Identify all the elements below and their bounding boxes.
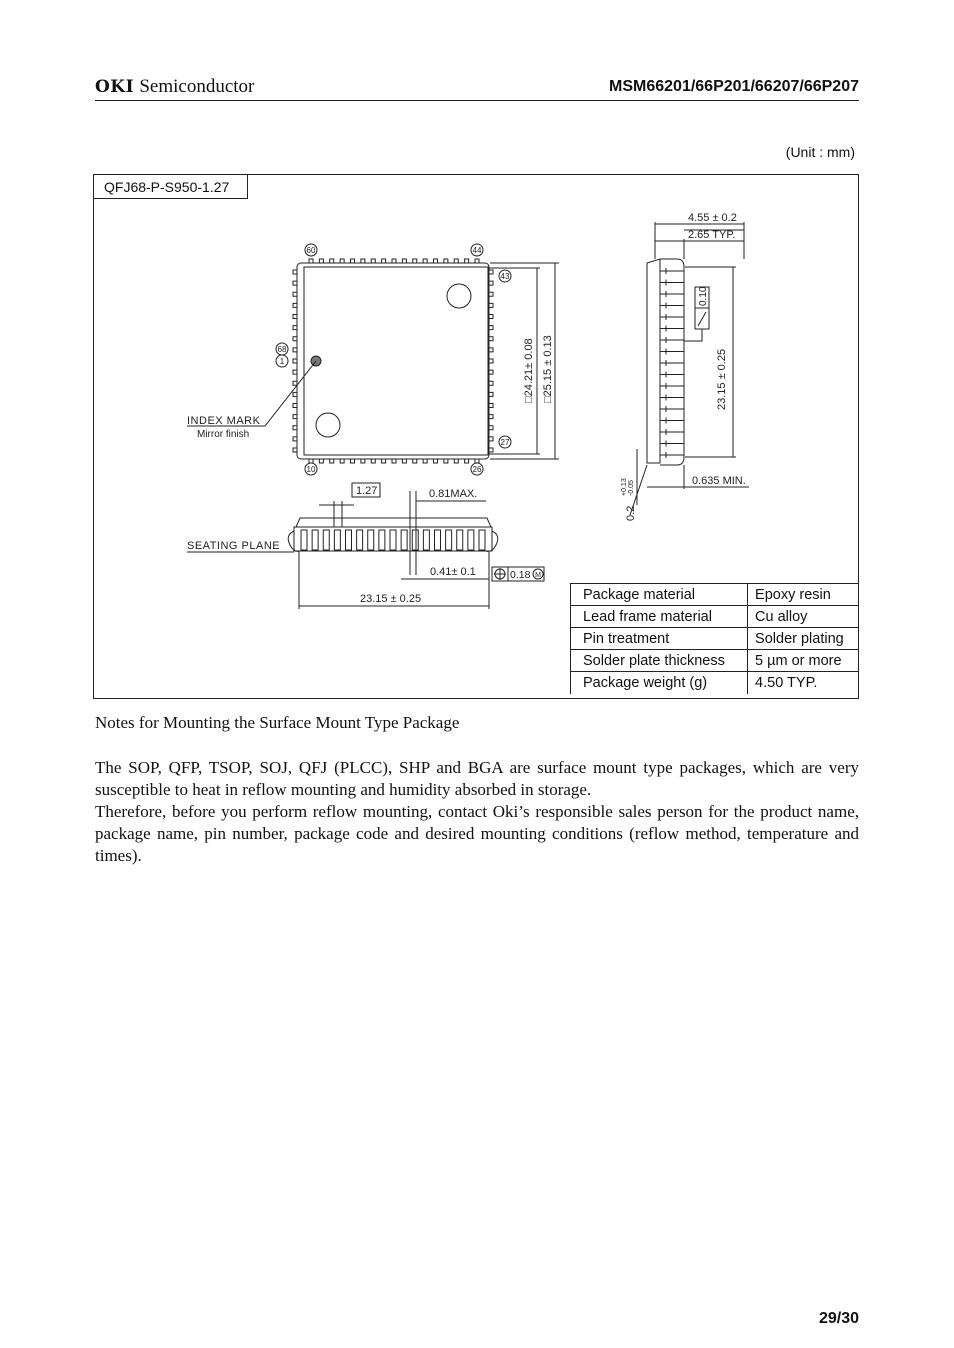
seating-plane-label: SEATING PLANE xyxy=(187,540,281,552)
pin xyxy=(293,359,297,363)
dim-4-55-label: 4.55 ± 0.2 xyxy=(688,212,737,224)
ejector-mark-top xyxy=(447,284,471,308)
spec-label: Pin treatment xyxy=(571,628,748,650)
pin xyxy=(382,259,386,263)
spec-table-body xyxy=(571,584,859,694)
pin xyxy=(371,259,375,263)
pin xyxy=(293,281,297,285)
pin xyxy=(293,292,297,296)
pin xyxy=(489,437,493,441)
dim-23-15-bottom-label: 23.15 ± 0.25 xyxy=(360,593,422,605)
spec-value: Cu alloy xyxy=(748,606,858,628)
dim-0-18-label: 0.18 xyxy=(510,569,531,581)
pin-68-label: 68 xyxy=(277,345,287,354)
pin xyxy=(402,259,406,263)
pin xyxy=(475,459,479,463)
pin xyxy=(361,259,365,263)
pin xyxy=(309,259,313,263)
pin-1-label: 1 xyxy=(279,357,285,366)
pin xyxy=(423,459,427,463)
pin xyxy=(413,459,417,463)
pin xyxy=(293,448,297,452)
mirror-finish-label: Mirror finish xyxy=(197,429,250,440)
side-leads xyxy=(660,268,684,458)
table-row xyxy=(571,584,859,606)
pin xyxy=(293,348,297,352)
pin xyxy=(293,326,297,330)
spec-label: Package material xyxy=(571,584,748,606)
pin xyxy=(351,459,355,463)
pin-43-label: 43 xyxy=(500,272,510,281)
spec-value: Epoxy resin xyxy=(748,584,858,606)
pin xyxy=(293,370,297,374)
pin xyxy=(293,392,297,396)
brand xyxy=(95,76,254,98)
pin xyxy=(293,404,297,408)
table-row xyxy=(571,628,859,650)
pin xyxy=(465,459,469,463)
dim-0-10-label: 0.10 xyxy=(698,286,709,306)
pin xyxy=(293,315,297,319)
flatness-symbol xyxy=(698,312,706,326)
dim-0-81-label: 0.81MAX. xyxy=(429,488,478,500)
front-lead xyxy=(323,530,329,550)
pin xyxy=(330,259,334,263)
front-lead xyxy=(446,530,452,550)
pin xyxy=(340,459,344,463)
pin xyxy=(489,292,493,296)
pin-10-label: 10 xyxy=(306,465,316,474)
pin xyxy=(489,448,493,452)
dim-0-41-label: 0.41± 0.1 xyxy=(430,566,476,578)
pin xyxy=(489,270,493,274)
notes-paragraph-2: Therefore, before you perform reflow mounting, contact Oki’s responsible sales person for the product name, package name, pin number, package code and desired mounting conditions (reflow method, temperature and times). xyxy=(95,802,859,865)
pin xyxy=(465,259,469,263)
table-row xyxy=(571,672,859,694)
pin xyxy=(319,459,323,463)
pin xyxy=(489,303,493,307)
dim-0-2-tol-minus: -0.05 xyxy=(628,480,635,496)
dim-0-2-label: 0.2 xyxy=(625,505,637,521)
pin xyxy=(489,315,493,319)
spec-label: Solder plate thickness xyxy=(571,650,748,672)
front-lead xyxy=(368,530,374,550)
dim-25-15-label: □25.15 ± 0.13 xyxy=(542,335,554,403)
pin xyxy=(434,259,438,263)
pin-27-label: 27 xyxy=(500,438,510,447)
pin xyxy=(434,459,438,463)
table-row xyxy=(571,606,859,628)
pin xyxy=(444,459,448,463)
notes-paragraph-1: The SOP, QFP, TSOP, SOJ, QFJ (PLCC), SHP and BGA are surface mount type packages, which are very susceptible to heat in reflow mounting and humidity absorbed in storage. xyxy=(95,758,859,799)
pin xyxy=(330,459,334,463)
pins-top xyxy=(309,259,479,263)
front-view xyxy=(187,483,544,609)
dim-23-15-side-label: 23.15 ± 0.25 xyxy=(716,348,728,410)
brand-logo: OKI xyxy=(95,77,135,97)
front-lead xyxy=(457,530,463,550)
pin xyxy=(489,392,493,396)
pin xyxy=(444,259,448,263)
spec-value: Solder plating xyxy=(748,628,858,650)
front-lead xyxy=(423,530,429,550)
unit-label: (Unit : mm) xyxy=(785,144,855,160)
index-mark-label: INDEX MARK xyxy=(187,415,261,427)
pins-right xyxy=(489,270,493,452)
pin xyxy=(371,459,375,463)
pin xyxy=(489,415,493,419)
pin xyxy=(489,348,493,352)
pin xyxy=(489,337,493,341)
pin xyxy=(489,370,493,374)
front-lead xyxy=(435,530,441,550)
pin xyxy=(489,404,493,408)
pin xyxy=(489,359,493,363)
notes-title: Notes for Mounting the Surface Mount Type Package xyxy=(95,713,460,732)
pin xyxy=(413,259,417,263)
top-view xyxy=(187,244,559,475)
pin xyxy=(293,437,297,441)
package-body xyxy=(304,267,488,455)
dim-24-21-label: □24.21± 0.08 xyxy=(523,338,535,403)
pin xyxy=(361,459,365,463)
pins-bottom xyxy=(309,459,479,463)
front-lead xyxy=(357,530,363,550)
pin xyxy=(293,337,297,341)
front-lead xyxy=(312,530,318,550)
front-lead xyxy=(412,530,418,550)
mounting-notes xyxy=(95,712,859,867)
front-lead xyxy=(334,530,340,550)
pin xyxy=(340,259,344,263)
mmc-symbol-label: M xyxy=(535,572,541,579)
page-header xyxy=(95,76,859,101)
pin xyxy=(351,259,355,263)
pin xyxy=(454,259,458,263)
page-number: 29/30 xyxy=(818,1310,859,1327)
pin xyxy=(392,259,396,263)
pin xyxy=(293,381,297,385)
pin xyxy=(392,459,396,463)
pins-left xyxy=(293,270,297,452)
front-body-top xyxy=(296,518,491,527)
pin xyxy=(293,270,297,274)
pin-60-label: 60 xyxy=(306,246,316,255)
pin xyxy=(475,259,479,263)
front-lead xyxy=(390,530,396,550)
dim-1-27-label: 1.27 xyxy=(356,485,378,497)
side-body xyxy=(660,259,684,465)
brand-name: Semiconductor xyxy=(139,76,255,97)
pin xyxy=(489,326,493,330)
ejector-mark-bottom xyxy=(316,413,340,437)
front-lead xyxy=(379,530,385,550)
pin xyxy=(454,459,458,463)
pin xyxy=(293,303,297,307)
pin xyxy=(293,415,297,419)
document-number: MSM66201/66P201/66207/66P207 xyxy=(609,78,859,95)
package-drawing-frame xyxy=(93,174,859,699)
package-code: QFJ68-P-S950-1.27 xyxy=(94,175,248,199)
flatness-leader xyxy=(684,329,702,341)
pin xyxy=(293,426,297,430)
pin xyxy=(489,381,493,385)
pin xyxy=(489,281,493,285)
dim-0-635-label: 0.635 MIN. xyxy=(692,475,746,487)
package-outline xyxy=(297,263,489,459)
side-body-edge xyxy=(647,259,660,463)
pin-26-label: 26 xyxy=(472,465,482,474)
front-leads xyxy=(301,530,485,550)
table-row xyxy=(571,650,859,672)
pin xyxy=(423,259,427,263)
spec-value: 5 µm or more xyxy=(748,650,858,672)
front-lead xyxy=(479,530,485,550)
dim-0-2-tol-plus: +0.13 xyxy=(621,478,628,496)
pin xyxy=(319,259,323,263)
front-lead xyxy=(401,530,407,550)
side-view xyxy=(621,212,749,521)
spec-label: Lead frame material xyxy=(571,606,748,628)
dim-2-65-label: 2.65 TYP. xyxy=(688,229,736,241)
spec-value: 4.50 TYP. xyxy=(748,672,858,694)
package-spec-table xyxy=(570,583,858,694)
front-lead xyxy=(468,530,474,550)
pin xyxy=(382,459,386,463)
spec-label: Package weight (g) xyxy=(571,672,748,694)
front-lead xyxy=(346,530,352,550)
front-lead xyxy=(301,530,307,550)
pin-44-label: 44 xyxy=(472,246,482,255)
pin xyxy=(489,426,493,430)
pin xyxy=(309,459,313,463)
pin xyxy=(402,459,406,463)
